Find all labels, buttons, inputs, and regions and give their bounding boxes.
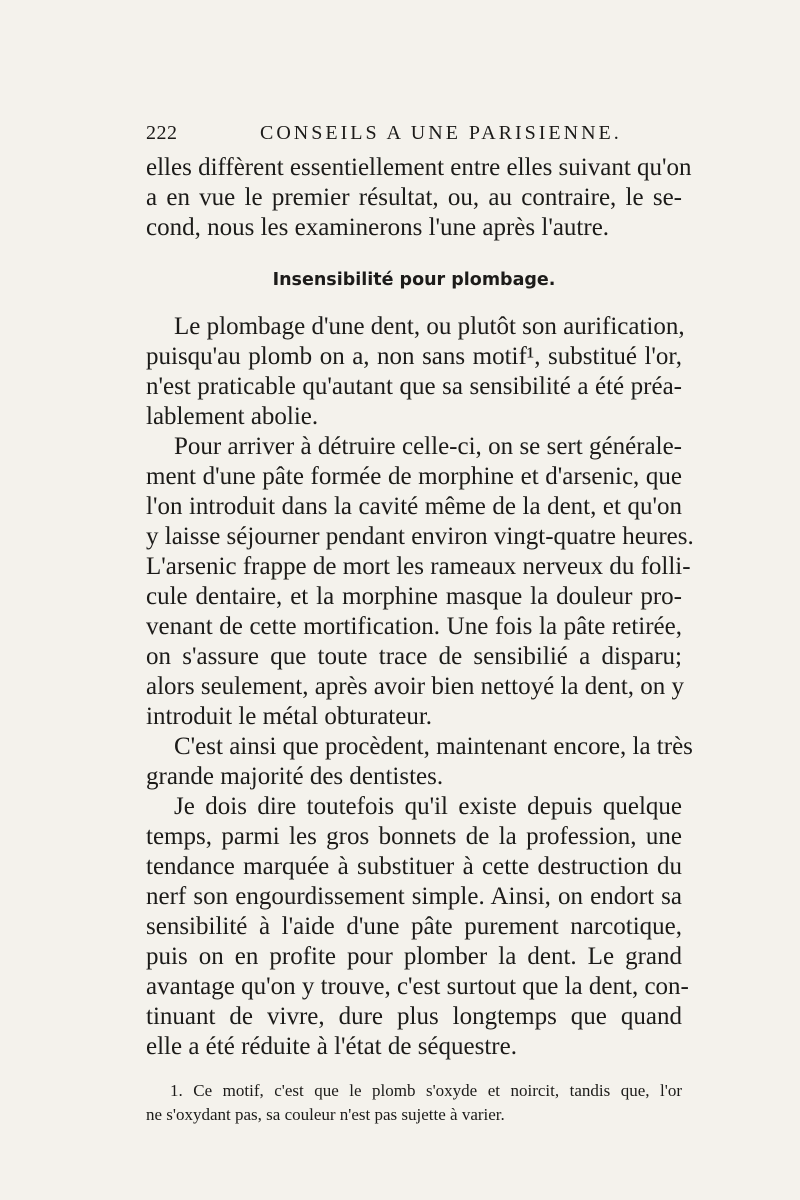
text-line: nerf son engourdissement simple. Ainsi, on endort sa bbox=[146, 883, 682, 910]
text-line: Je dois dire toutefois qu'il existe depuis quelque bbox=[174, 793, 682, 820]
text-line: a en vue le premier résultat, ou, au contraire, le se- bbox=[146, 184, 682, 211]
text-line: avantage qu'on y trouve, c'est surtout que la dent, con- bbox=[146, 973, 689, 1000]
footnote-line: 1. Ce motif, c'est que le plomb s'oxyde et noircit, tandis que, l'or bbox=[170, 1081, 682, 1100]
text-line: alors seulement, après avoir bien nettoyé la dent, on y bbox=[146, 673, 685, 700]
text-line: sensibilité à l'aide d'une pâte purement narcotique, bbox=[146, 913, 682, 940]
text-line: y laisse séjourner pendant environ vingt-quatre heures. bbox=[146, 523, 694, 550]
running-title: CONSEILS A UNE PARISIENNE. bbox=[260, 122, 622, 144]
text-line: ment d'une pâte formée de morphine et d'arsenic, que bbox=[146, 463, 682, 490]
page-number: 222 bbox=[146, 122, 178, 144]
text-line: elles diffèrent essentiellement entre elles suivant qu'on bbox=[146, 154, 692, 181]
text-line: tinuant de vivre, dure plus longtemps que quand bbox=[146, 1003, 682, 1030]
section-heading: Insensibilité pour plombage. bbox=[272, 270, 556, 290]
text-line: L'arsenic frappe de mort les rameaux nerveux du folli- bbox=[146, 553, 691, 580]
text-line: l'on introduit dans la cavité même de la dent, et qu'on bbox=[146, 493, 682, 520]
running-header bbox=[146, 122, 686, 150]
text-line: lablement abolie. bbox=[146, 403, 319, 430]
text-line: grande majorité des dentistes. bbox=[146, 763, 444, 790]
text-line: puisqu'au plomb on a, non sans motif¹, substitué l'or, bbox=[146, 343, 682, 370]
text-line: Le plombage d'une dent, ou plutôt son aurification, bbox=[174, 313, 685, 340]
text-line: elle a été réduite à l'état de séquestre. bbox=[146, 1033, 517, 1060]
text-line: venant de cette mortification. Une fois la pâte retirée, bbox=[146, 613, 682, 640]
text-line: on s'assure que toute trace de sensibilié a disparu; bbox=[146, 643, 682, 670]
footnote-line: ne s'oxydant pas, sa couleur n'est pas sujette à varier. bbox=[146, 1105, 505, 1124]
text-line: C'est ainsi que procèdent, maintenant encore, la très bbox=[174, 733, 693, 760]
text-line: n'est praticable qu'autant que sa sensibilité a été préa- bbox=[146, 373, 682, 400]
text-line: introduit le métal obturateur. bbox=[146, 703, 433, 730]
text-line: cule dentaire, et la morphine masque la douleur pro- bbox=[146, 583, 682, 610]
text-line: tendance marquée à substituer à cette destruction du bbox=[146, 853, 682, 880]
text-line: Pour arriver à détruire celle-ci, on se sert générale- bbox=[174, 433, 682, 460]
text-line: puis on en profite pour plomber la dent. Le grand bbox=[146, 943, 682, 970]
text-line: temps, parmi les gros bonnets de la profession, une bbox=[146, 823, 682, 850]
text-line: cond, nous les examinerons l'une après l'autre. bbox=[146, 214, 610, 241]
